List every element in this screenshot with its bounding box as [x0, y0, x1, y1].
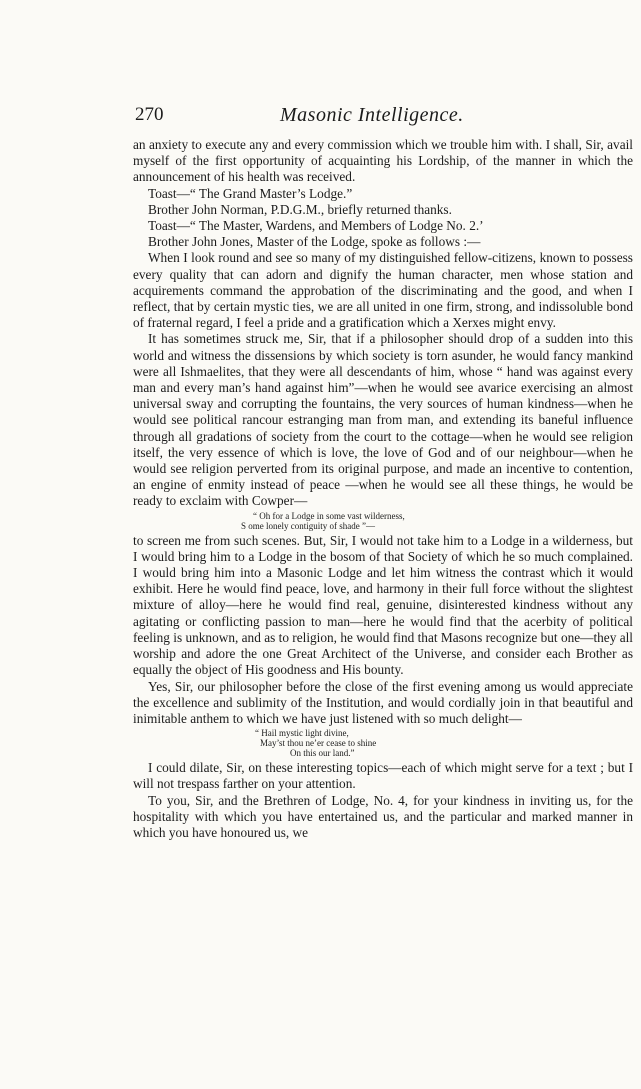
paragraph: to screen me from such scenes. But, Sir, I would not take him to a Lodge in a wilderness, but I would bring him to a Lodge in the bosom of that Society of which he so much complained. I would bring him into a Masonic Lodge and let him witness the contrast which it would exhibit. Here he would find peace, love, and harmony in their full force without the slightest mixture of alloy—here he would find real, genuine, disinterested kindness without any agitating or conflicting passion to man—here he would find that the acerbity of political feeling is unknown, and as to religion, he would find that Masons recognize but one—they all worship and adore the one Great Architect of the Universe, and consider each Brother as equally the object of His goodness and His bounty. [133, 532, 633, 678]
toast-line: Toast—“ The Grand Master’s Lodge.” [148, 185, 353, 201]
verse-quote [133, 728, 633, 758]
paragraph: Brother John Jones, Master of the Lodge, spoke as follows :— [148, 234, 481, 250]
paragraph: It has sometimes struck me, Sir, that if a philosopher should drop of a sudden into this world and witness the dissensions by which society is torn asunder, he would fancy mankind were all Ishmaelites, that they were all descendants of him, whose “ hand was against every man and every man’s hand against him”—when he would see avarice exercising an almost universal sway and corrupting the fountains, the very sources of human kindness—when he would see political rancour estranging man from man, and extending its baneful influence through all gradations of society from the court to the cottage—when he would see religion itself, the very essence of which is love, the love of God and of our neighbour—when he would see religion perverted from its original purpose, and made an incentive to contention, an engine of enmity instead of peace —when he would see all these things, he would be ready to exclaim with Cowper— [133, 331, 633, 509]
running-title: Masonic Intelligence. [280, 104, 464, 126]
body-text [133, 137, 633, 841]
verse-line: “ Hail mystic light divine, [255, 728, 349, 739]
paragraph: I could dilate, Sir, on these interesting topics—each of which might serve for a text ; but I will not trespass farther on your attention. [133, 760, 633, 792]
verse-line: May’st thou ne’er cease to shine [260, 738, 377, 749]
paragraph: Brother John Norman, P.D.G.M., briefly returned thanks. [148, 201, 452, 217]
page-header [135, 104, 630, 130]
verse-line: On this our land.” [290, 748, 355, 759]
paragraph: Yes, Sir, our philosopher before the close of the first evening among us would appreciate the excellence and sublimity of the Institution, and would cordially join in that beautiful and inimitable anthem to which we have just listened with so much delight— [133, 678, 633, 726]
toast-line: Toast—“ The Master, Wardens, and Members of Lodge No. 2.’ [148, 218, 484, 234]
paragraph: an anxiety to execute any and every commission which we trouble him with. I shall, Sir, avail myself of the first opportunity of acquainting his Lordship, of the manner in which the announcement of his health was received. [133, 137, 633, 185]
verse-quote [133, 511, 633, 531]
verse-line: S ome lonely contiguity of shade ”— [241, 520, 375, 531]
page-number: 270 [135, 104, 164, 125]
paragraph: To you, Sir, and the Brethren of Lodge, No. 4, for your kindness in inviting us, for the hospitality with which you have entertained us, and the particular and marked manner in which you have honoured us, we [133, 792, 633, 840]
paragraph: When I look round and see so many of my distinguished fellow-citizens, known to possess every quality that can adorn and dignify the human character, men whose station and acquirements command the approbation of the discriminating and the good, and when I reflect, that by certain mystic ties, we are all united in one firm, strong, and indissoluble bond of fraternal regard, I feel a pride and a gratification which a Xerxes might envy. [133, 250, 633, 331]
verse-line: “ Oh for a Lodge in some vast wilderness, [253, 510, 405, 521]
